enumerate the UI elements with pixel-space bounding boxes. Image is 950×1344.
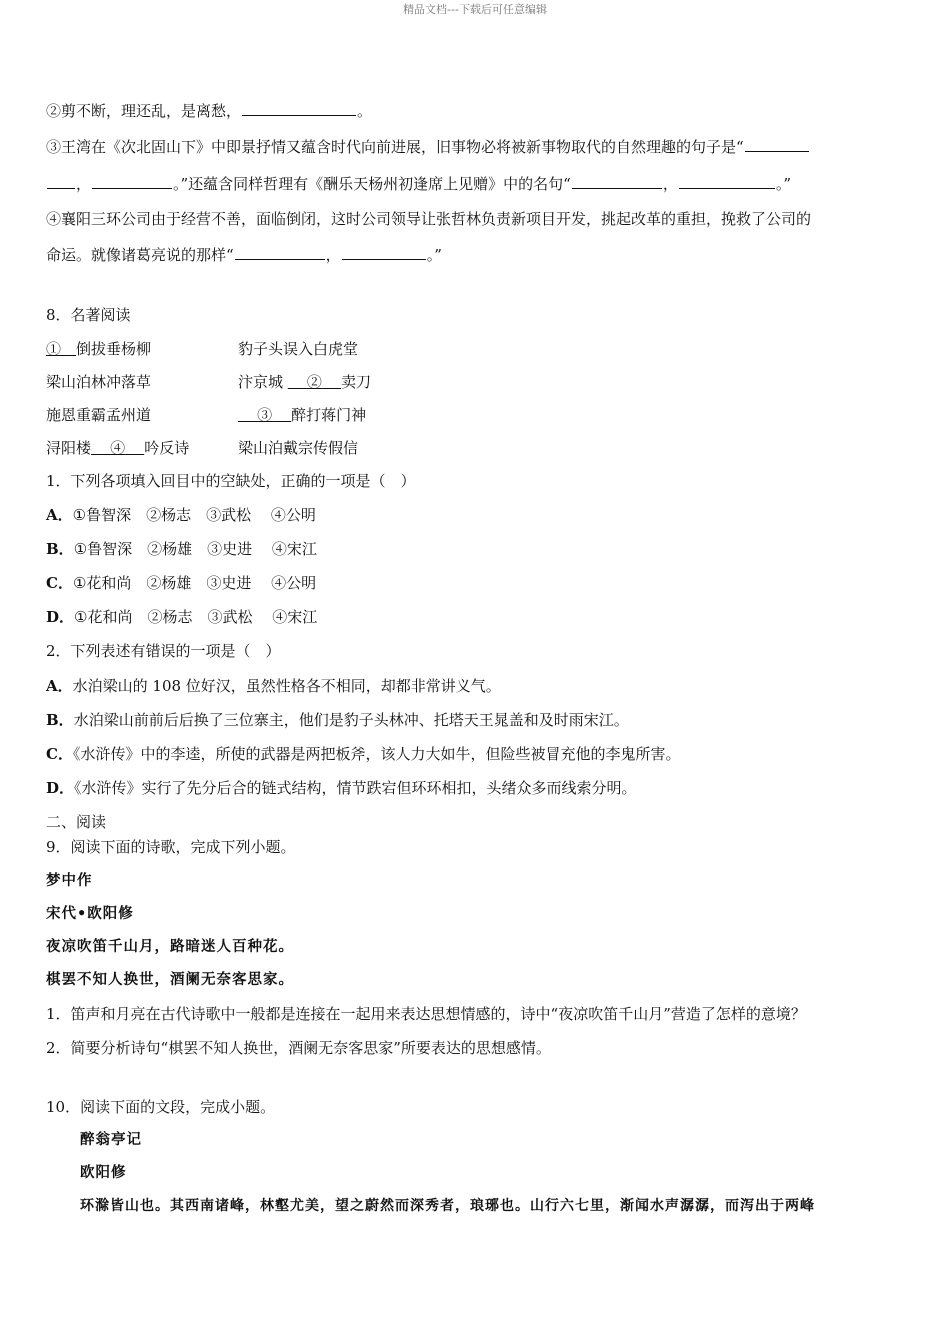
answer-blank xyxy=(235,245,325,260)
option-c[interactable]: C．①花和尚 ②杨雄 ③史进 ④公明 xyxy=(46,574,317,592)
answer-blank xyxy=(679,174,775,189)
essay-author: 欧阳修 xyxy=(80,1164,127,1181)
chapter-blank: ① xyxy=(46,340,62,358)
chapter-blank: ③ xyxy=(257,406,273,424)
chapter-row: 浔阳楼 ④ 吟反诗 梁山泊戴宗传假信 xyxy=(46,439,359,457)
option-a[interactable]: A．水泊梁山的 108 位好汉，虽然性格各不相同，却都非常讲义气。 xyxy=(46,677,501,695)
fill-blank-q4-line2: 命运。就像诸葛亮说的那样“ ， 。” xyxy=(46,246,442,264)
q9-sub2: 2．简要分析诗句“棋罢不知人换世，酒阑无奈客思家”所要表达的思想感情。 xyxy=(46,1039,551,1057)
page-header-watermark: 精品文档---下载后可任意编辑 xyxy=(403,3,547,16)
q8-sub2: 2．下列表述有错误的一项是（ ） xyxy=(46,642,281,660)
answer-blank xyxy=(92,174,172,189)
q9-title: 9．阅读下面的诗歌，完成下列小题。 xyxy=(46,838,296,856)
chapter-blank: ② xyxy=(306,373,322,391)
poem-author: 宋代•欧阳修 xyxy=(46,905,134,922)
chapter-row: 梁山泊林冲落草 汴京城 ② 卖刀 xyxy=(46,373,371,391)
chapter-blank: ④ xyxy=(110,439,126,457)
answer-blank xyxy=(47,174,75,189)
answer-blank xyxy=(745,137,809,152)
section-heading: 二、阅读 xyxy=(46,813,107,831)
option-d[interactable]: D．①花和尚 ②杨志 ③武松 ④宋江 xyxy=(46,608,318,626)
poem-line: 夜凉吹笛千山月，路暗迷人百种花。 xyxy=(46,938,294,955)
chapter-row: 施恩重霸孟州道 ③ 醉打蒋门神 xyxy=(46,406,367,424)
essay-text-line: 环滁皆山也。其西南诸峰，林壑尤美，望之蔚然而深秀者，琅琊也。山行六七里，渐闻水声潺潺，而泻出于两峰 xyxy=(80,1198,815,1214)
answer-blank xyxy=(242,101,356,116)
option-b[interactable]: B．①鲁智深 ②杨雄 ③史进 ④宋江 xyxy=(46,540,317,558)
option-b[interactable]: B．水泊梁山前前后后换了三位寨主，他们是豹子头林冲、托塔天王晁盖和及时雨宋江。 xyxy=(46,711,629,729)
q8-sub1: 1．下列各项填入回目中的空缺处，正确的一项是（ ） xyxy=(46,472,416,490)
chapter-row: ① 倒拔垂杨柳 豹子头误入白虎堂 xyxy=(46,340,359,358)
fill-blank-q4-line1: ④襄阳三环公司由于经营不善，面临倒闭，这时公司领导让张哲林负责新项目开发，挑起改革的重担，挽救了公司的 xyxy=(46,210,812,228)
q8-title: 8．名著阅读 xyxy=(46,306,131,324)
fill-blank-q2: ②剪不断，理还乱，是离愁， 。 xyxy=(46,102,373,120)
option-a[interactable]: A．①鲁智深 ②杨志 ③武松 ④公明 xyxy=(46,506,316,524)
option-d[interactable]: D．《水浒传》实行了先分后合的链式结构，情节跌宕但环环相扣，头绪众多而线索分明。 xyxy=(46,779,637,797)
fill-blank-q3-line1: ③王湾在《次北固山下》中即景抒情又蕴含时代向前进展，旧事物必将被新事物取代的自然理趣的句子是“ xyxy=(46,137,810,157)
q9-sub1: 1．笛声和月亮在古代诗歌中一般都是连接在一起用来表达思想情感的，诗中“夜凉吹笛千山月”营造了怎样的意境？ xyxy=(46,1005,806,1023)
poem-title: 梦中作 xyxy=(46,872,93,889)
answer-blank xyxy=(572,174,662,189)
option-c[interactable]: C．《水浒传》中的李逵，所使的武器是两把板斧，该人力大如牛，但险些被冒充他的李鬼所害。 xyxy=(46,745,681,763)
fill-blank-q3-line2: ， 。”还蕴含同样哲理有《酬乐天杨州初逢席上见赠》中的名句“ ， 。” xyxy=(46,174,791,194)
poem-line: 棋罢不知人换世，酒阑无奈客思家。 xyxy=(46,971,294,988)
answer-blank xyxy=(342,245,426,260)
q10-title: 10．阅读下面的文段，完成小题。 xyxy=(46,1098,276,1116)
essay-title: 醉翁亭记 xyxy=(80,1131,142,1148)
